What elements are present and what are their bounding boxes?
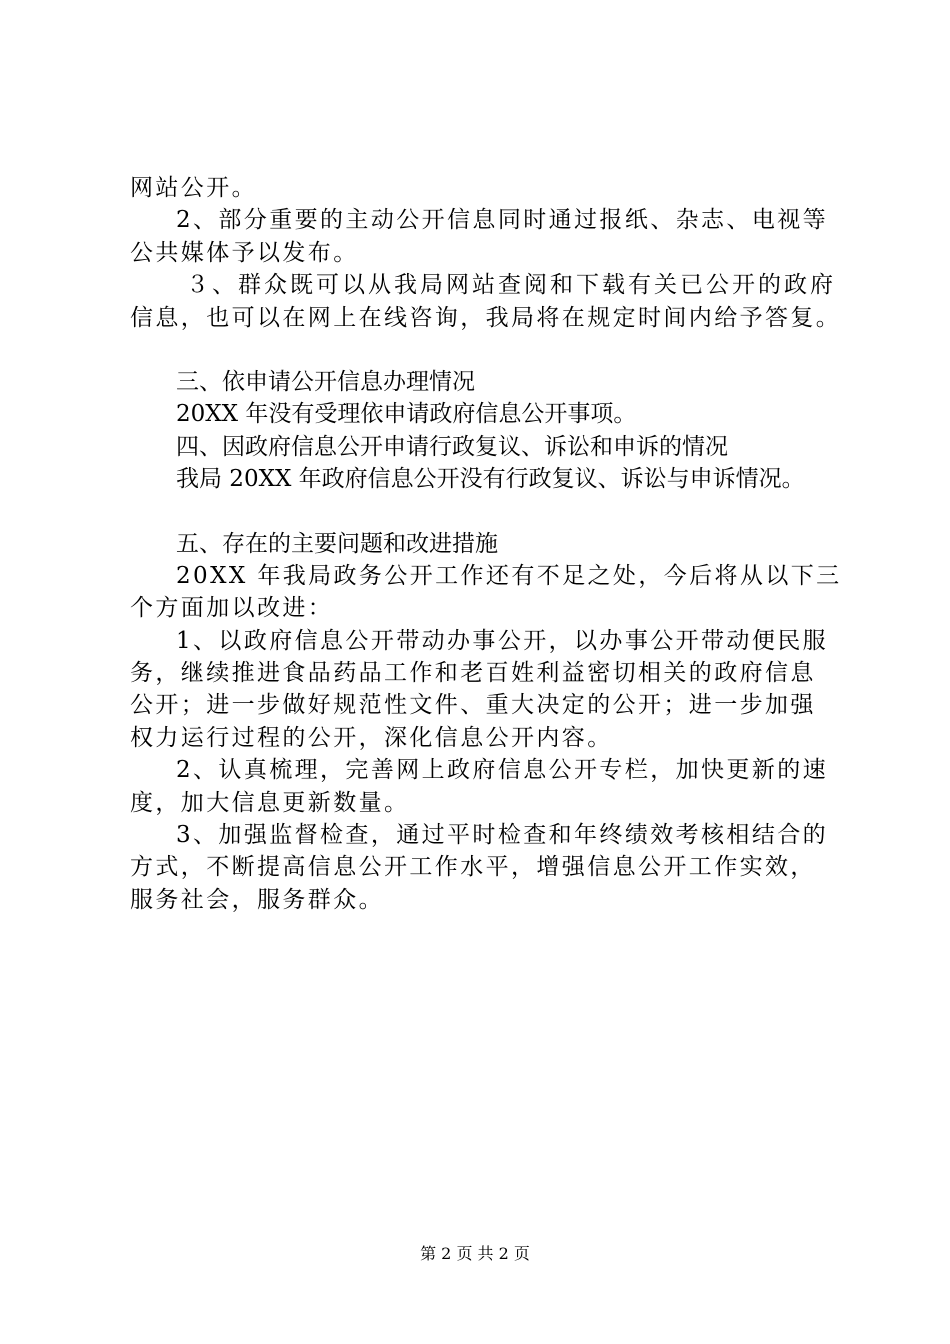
section-heading: 五、存在的主要问题和改进措施 (176, 530, 498, 557)
text-line: 20XX 年我局政务公开工作还有不足之处，今后将从以下三 (176, 562, 842, 589)
paragraph-gap (130, 496, 830, 528)
text-line: 20XX 年没有受理依申请政府信息公开事项。 (176, 401, 637, 428)
section-heading: 四、因政府信息公开申请行政复议、诉讼和申诉的情况 (176, 433, 728, 460)
text-line: 公共媒体予以发布。 (130, 239, 359, 266)
text-line: 3、加强监督检查，通过平时检查和年终绩效考核相结合的 (176, 822, 829, 849)
text-line: 1、以政府信息公开带动办事公开，以办事公开带动便民服 (176, 627, 829, 654)
document-body (130, 172, 842, 916)
text-line: 2、认真梳理，完善网上政府信息公开专栏，加快更新的速 (176, 757, 829, 784)
page-footer (0, 1244, 950, 1264)
text-line: 信息，也可以在网上在线咨询，我局将在规定时间内给予答复。 (130, 304, 842, 331)
text-line: 公开；进一步做好规范性文件、重大决定的公开；进一步加强 (130, 692, 816, 719)
page-number-label: 第 2 页 共 2 页 (420, 1244, 530, 1263)
text-line: 网站公开。 (130, 175, 257, 201)
text-line: 方式，不断提高信息公开工作水平，增强信息公开工作实效， (130, 854, 816, 881)
text-line: ３、群众既可以从我局网站查阅和下载有关已公开的政府 (186, 272, 836, 299)
text-line: 我局 20XX 年政府信息公开没有行政复议、诉讼与申诉情况。 (176, 466, 805, 493)
text-line: 度，加大信息更新数量。 (130, 789, 410, 816)
text-line: 个方面加以改进： (130, 595, 334, 622)
text-line: 务，继续推进食品药品工作和老百姓利益密切相关的政府信息 (130, 660, 816, 687)
text-line: 权力运行过程的公开，深化信息公开内容。 (130, 724, 613, 751)
text-line: 2、部分重要的主动公开信息同时通过报纸、杂志、电视等 (176, 207, 829, 234)
text-line: 服务社会，服务群众。 (130, 886, 384, 913)
paragraph-gap (130, 334, 830, 366)
section-heading: 三、依申请公开信息办理情况 (176, 368, 475, 395)
